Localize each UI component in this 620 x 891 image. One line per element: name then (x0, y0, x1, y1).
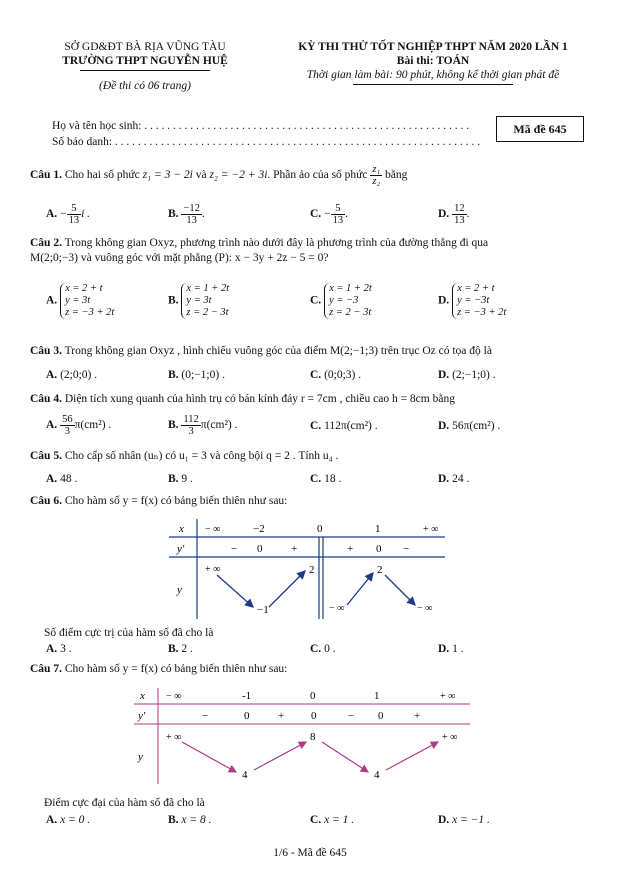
option-d[interactable]: D. x = −1 . (438, 814, 490, 826)
question-3 (30, 344, 595, 359)
option-b[interactable]: B. x = 1 + 2t y = 3t z = 2 − 3t (168, 283, 230, 318)
variation-table-q6 (165, 515, 450, 623)
y-value: + ∞ (442, 732, 458, 743)
y-value: 8 (310, 731, 316, 743)
y-value: 4 (242, 769, 248, 781)
y-value: 2 (377, 564, 383, 576)
header-left (30, 40, 260, 93)
option-b[interactable]: B. x = 8 . (168, 814, 212, 826)
y-row-label: y (177, 584, 182, 596)
x-row-label: x (179, 523, 184, 535)
sign: + (278, 710, 285, 722)
question-1 (30, 164, 595, 187)
question-text: Diện tích xung quanh của hình trụ có bán kính đáy r = 7cm , chiều cao h = 8cm bằng (64, 393, 455, 405)
page-footer: 1/6 - Mã đề 645 (273, 847, 347, 859)
option-a[interactable]: A. x = 0 . (46, 814, 91, 826)
question-label: Câu 6. (30, 495, 62, 507)
x-value: 1 (374, 690, 380, 702)
question-text: Trong không gian Oxyz, phương trình nào dưới đây là phương trình của đường thẳng đi qua (64, 237, 489, 249)
x-value: −2 (253, 523, 265, 535)
option-a[interactable]: A. (2;0;0) . (46, 369, 98, 381)
header-right-underline (353, 84, 513, 85)
exam-code-box: Mã đề 645 (496, 116, 584, 142)
sign: − (231, 543, 238, 555)
question-label: Câu 5. (30, 450, 62, 462)
option-b[interactable]: B. $\frac{112}{3}$ π(cm²) . (168, 414, 238, 437)
option-a[interactable]: A. − $\frac{5}{13}$ i . (46, 203, 91, 226)
fraction: $\frac{\text{z₁}}{\text{z₂}}$ (372, 164, 381, 187)
question-2 (30, 236, 595, 266)
x-value: + ∞ (423, 524, 439, 535)
sign: − (348, 710, 355, 722)
sign: 0 (244, 710, 250, 722)
option-d[interactable]: D. 1 . (438, 643, 464, 655)
option-d[interactable]: D. 24 . (438, 473, 470, 485)
option-d[interactable]: D. $\frac{12}{13}$ . (438, 203, 470, 226)
math-expr: z₂ = −2 + 3i (209, 169, 268, 182)
option-a[interactable]: A. $\frac{56}{3}$ π(cm²) . (46, 414, 112, 437)
option-c[interactable]: C. 112π(cm²) . (310, 420, 378, 432)
question-text: M(2;0;−3) và vuông góc với mặt phẳng (P): x − 3y + 2z − 5 = 0? (30, 252, 329, 264)
option-b[interactable]: B. 2 . (168, 643, 193, 655)
x-value: − ∞ (205, 524, 221, 535)
question-6-ask: Số điểm cực trị của hàm số đã cho là (44, 627, 214, 639)
y-value: − ∞ (417, 603, 433, 614)
question-label: Câu 3. (30, 345, 62, 357)
question-text: bằng (385, 169, 408, 182)
sign: 0 (311, 710, 317, 722)
x-value: -1 (242, 690, 252, 702)
sign: + (347, 543, 354, 555)
question-label: Câu 2. (30, 237, 62, 249)
department-name: SỞ GD&ĐT BÀ RỊA VŨNG TÀU (64, 41, 226, 53)
sign: 0 (376, 543, 382, 555)
question-label: Câu 7. (30, 663, 62, 675)
school-name: TRƯỜNG THPT NGUYỄN HUỆ (62, 55, 228, 67)
y-value: −1 (257, 604, 269, 616)
variation-table-q7 (130, 684, 475, 786)
yprime-row-label: y' (177, 543, 185, 555)
option-d[interactable]: D. 56π(cm²) . (438, 420, 501, 432)
question-6 (30, 494, 595, 509)
question-text: và (195, 169, 207, 182)
sign: 0 (257, 543, 263, 555)
math-expr: z₁ = 3 − 2i (142, 169, 193, 182)
question-text: Cho hàm số y = f(x) có bảng biến thiên như sau: (64, 495, 288, 507)
time-note: Thời gian làm bài: 90 phút, không kể thời gian phát đề (306, 69, 560, 81)
y-value: 4 (374, 769, 380, 781)
option-a[interactable]: A. 48 . (46, 473, 78, 485)
header-underline (80, 70, 210, 71)
option-b[interactable]: B. $\frac{-12}{13}$ . (168, 203, 205, 226)
x-value: − ∞ (166, 691, 182, 702)
header-right (268, 40, 598, 85)
option-a[interactable]: A. x = 2 + t y = 3t z = −3 + 2t (46, 283, 115, 318)
question-text: . Phần ảo của số phức (267, 169, 368, 182)
question-text: Cho hai số phức (64, 169, 140, 182)
student-name-field[interactable]: Họ và tên học sinh: . . . . . . . . . . . . . . . . . . . . . . . . . . . . . . . . . . . . . . . . . . . . . . . . . . . . . . . . . (52, 120, 470, 132)
option-c[interactable]: C. x = 1 + 2t y = −3 z = 2 − 3t (310, 283, 372, 318)
option-b[interactable]: B. (0;−1;0) . (168, 369, 225, 381)
option-c[interactable]: C. (0;0;3) . (310, 369, 362, 381)
question-7-ask: Điểm cực đại của hàm số đã cho là (44, 797, 205, 809)
subject: Bài thi: TOÁN (396, 55, 470, 67)
y-value: 2 (309, 564, 315, 576)
yprime-row-label: y' (138, 710, 146, 722)
x-value: 1 (375, 523, 381, 535)
sign: + (414, 710, 421, 722)
question-4 (30, 392, 595, 407)
option-a[interactable]: A. 3 . (46, 643, 72, 655)
pages-note: (Đề thi có 06 trang) (99, 80, 191, 92)
question-7 (30, 662, 595, 677)
option-b[interactable]: B. 9 . (168, 473, 193, 485)
option-c[interactable]: C. − $\frac{5}{13}$ . (310, 203, 348, 226)
y-value: + ∞ (166, 732, 182, 743)
question-text: Cho hàm số y = f(x) có bảng biến thiên như sau: (64, 663, 288, 675)
sign: + (291, 543, 298, 555)
x-row-label: x (140, 690, 145, 702)
student-info (52, 118, 480, 150)
question-label: Câu 1. (30, 169, 62, 182)
option-c[interactable]: C. 0 . (310, 643, 336, 655)
option-c[interactable]: C. x = 1 . (310, 814, 355, 826)
sign: − (202, 710, 209, 722)
y-row-label: y (138, 751, 143, 763)
x-value: + ∞ (440, 691, 456, 702)
exam-title: KỲ THI THỬ TỐT NGHIỆP THPT NĂM 2020 LẦN 1 (298, 41, 568, 53)
sign: 0 (378, 710, 384, 722)
question-text: Cho cấp số nhân (uₙ) có u₁ = 3 và công bội q = 2 . Tính u₄ . (64, 450, 339, 462)
student-id-field[interactable]: Số báo danh: . . . . . . . . . . . . . . . . . . . . . . . . . . . . . . . . . . . . . . . . . . . . . . . . . . . . . . . . . . . . . . . . (52, 136, 481, 148)
sign: − (403, 543, 410, 555)
option-d[interactable]: D. (2;−1;0) . (438, 369, 496, 381)
x-value: 0 (310, 690, 316, 702)
question-text: Trong không gian Oxyz , hình chiếu vuông góc của điểm M(2;−1;3) trên trục Oz có tọa độ là (64, 345, 492, 357)
question-label: Câu 4. (30, 393, 62, 405)
option-c[interactable]: C. 18 . (310, 473, 342, 485)
x-value: 0 (317, 523, 323, 535)
question-5 (30, 449, 595, 464)
y-value: − ∞ (329, 603, 345, 614)
y-value: + ∞ (205, 564, 221, 575)
option-d[interactable]: D. x = 2 + t y = −3t z = −3 + 2t (438, 283, 507, 318)
